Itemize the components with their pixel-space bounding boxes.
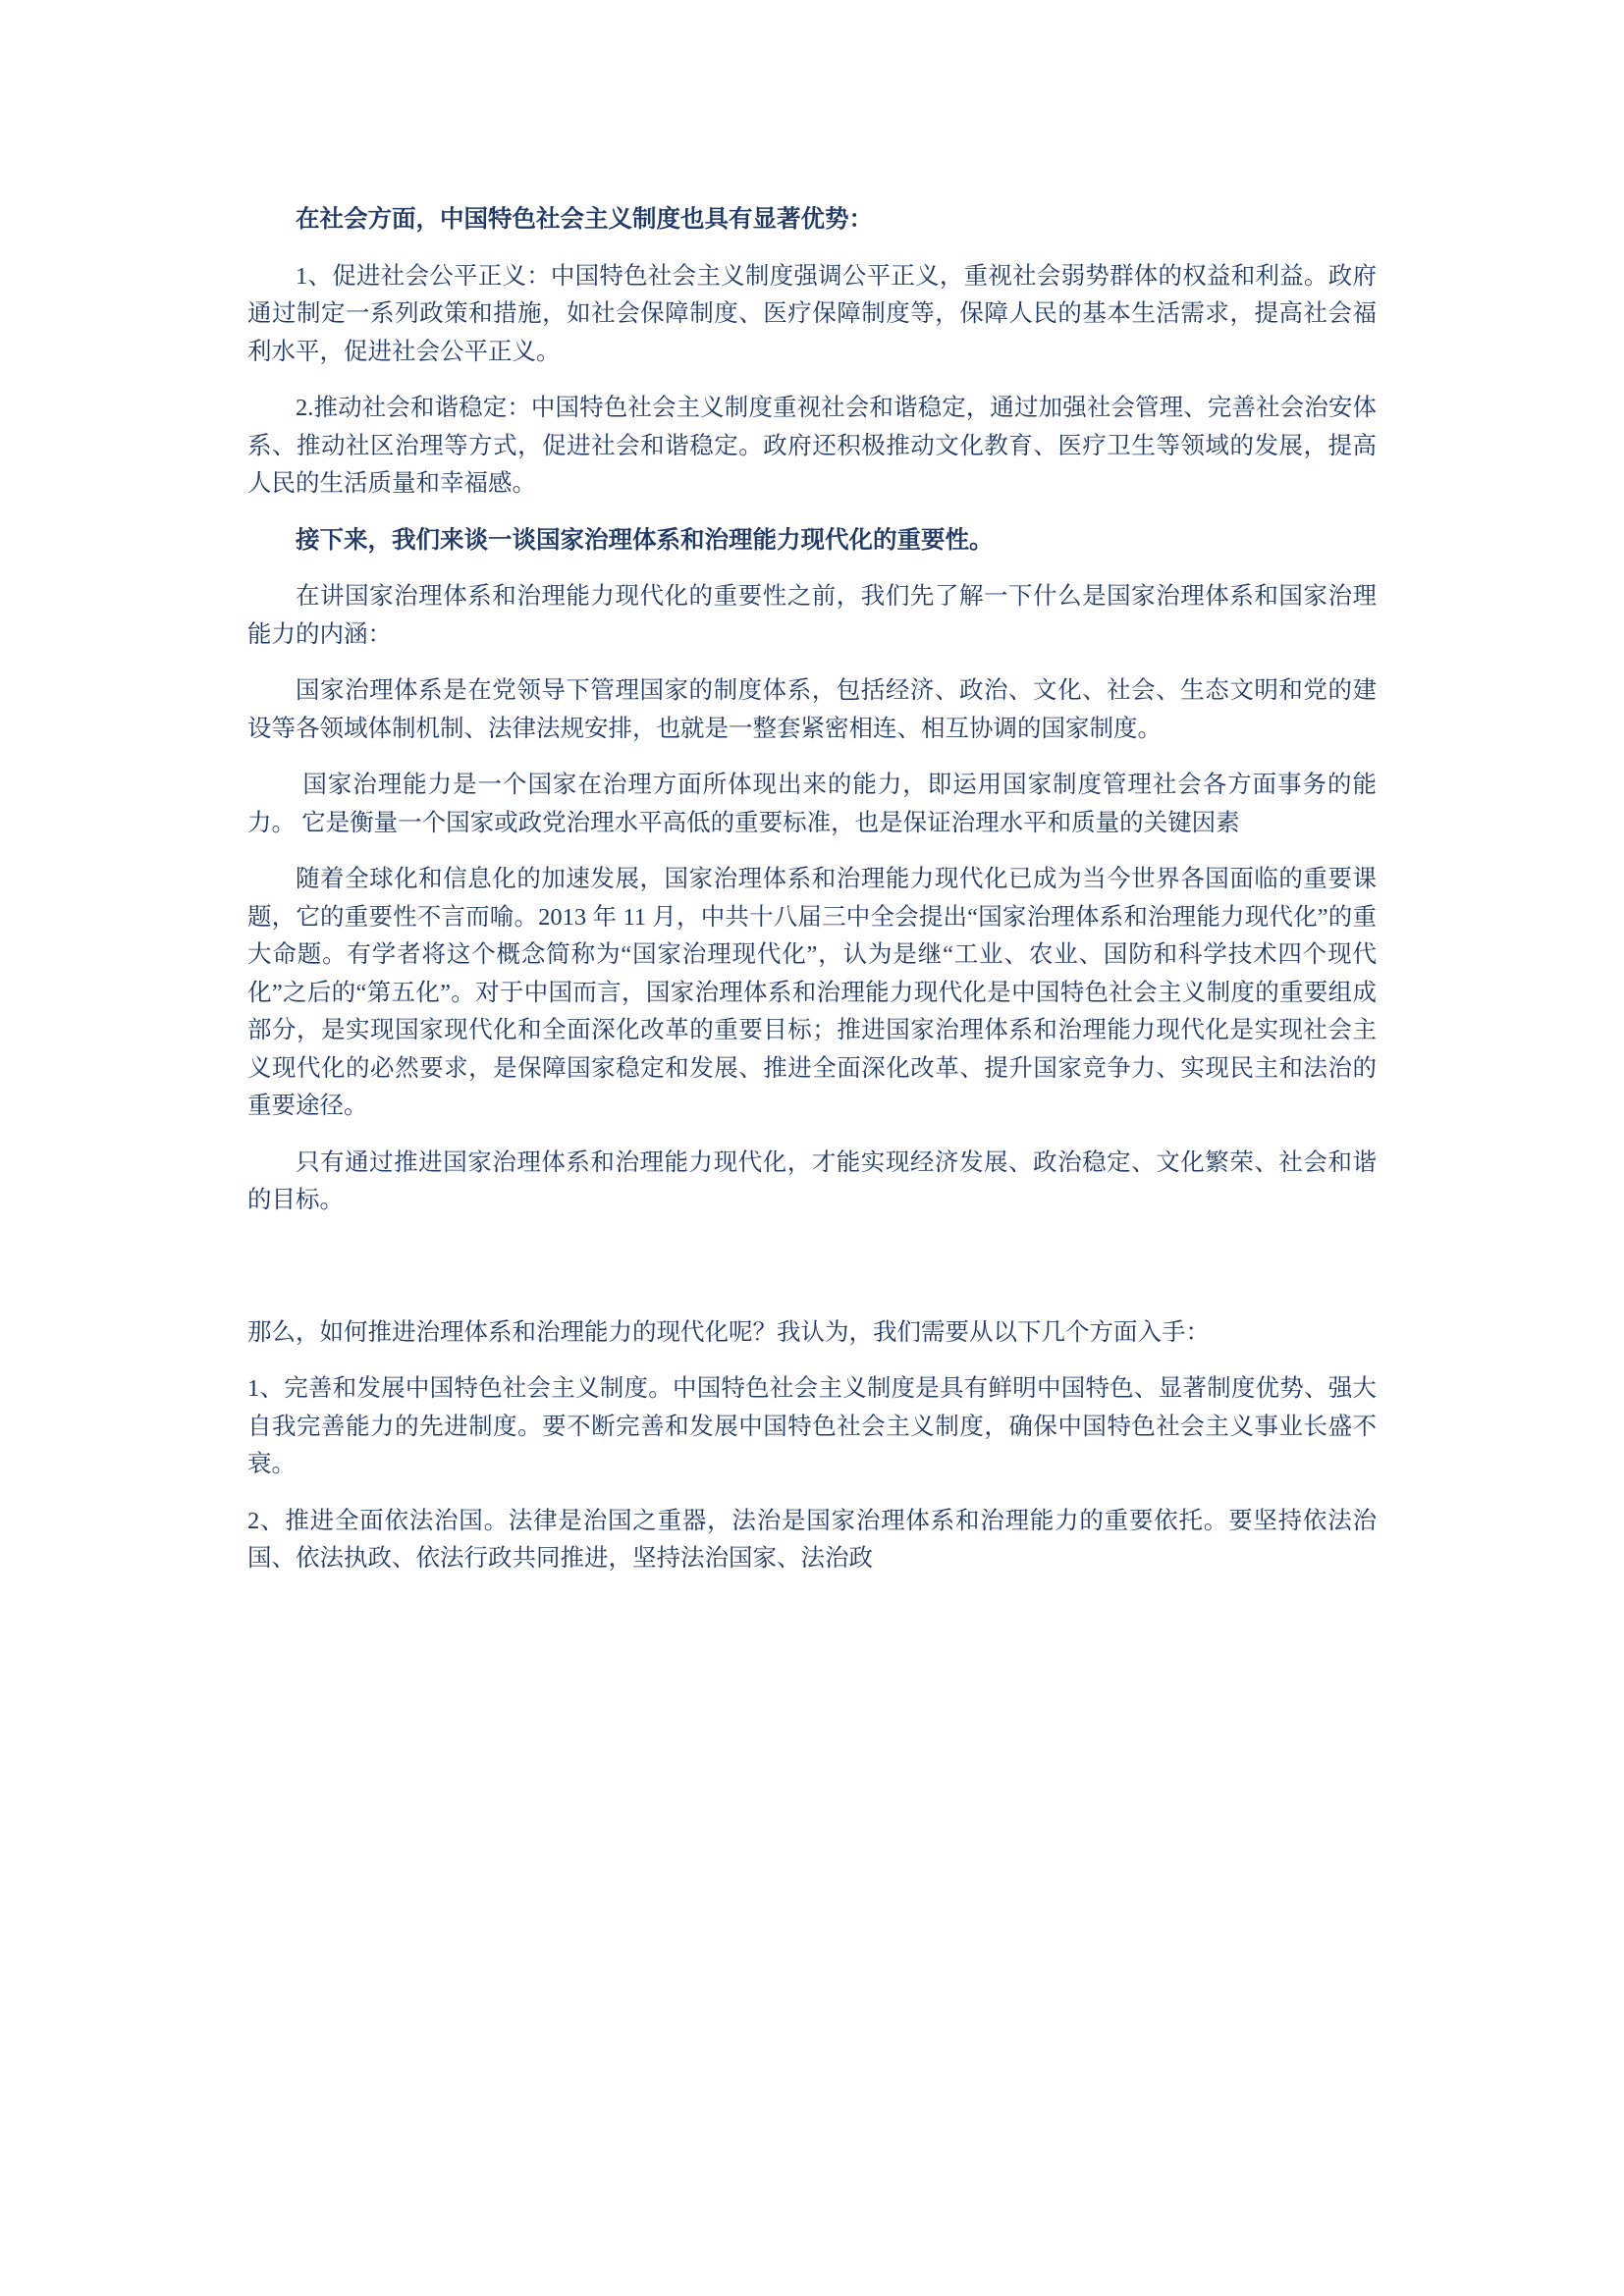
- paragraph-globalization-modernization: 随着全球化和信息化的加速发展，国家治理体系和治理能力现代化已成为当今世界各国面临的重要课题，它的重要性不言而喻。2013 年 11 月，中共十八届三中全会提出“国家治理体系和治理能力现代化”的重大命题。有学者将这个概念简称为“国家治理现代化”，认为是继“工业、农业、国防和科学技术四个现代化”之后的“第五化”。对于中国而言，国家治理体系和治理能力现代化是中国特色社会主义制度的重要组成部分，是实现国家现代化和全面深化改革的重要目标；推进国家治理体系和治理能力现代化是实现社会主义现代化的必然要求，是保障国家稳定和发展、推进全面深化改革、提升国家竞争力、实现民主和法治的重要途径。: [247, 866, 1377, 1119]
- document-body: [247, 201, 1377, 1578]
- paragraph-governance-capability-definition: 国家治理能力是一个国家在治理方面所体现出来的能力，即运用国家制度管理社会各方面事务的能力。 它是衡量一个国家或政党治理水平高低的重要标准，也是保证治理水平和质量的关键因素: [247, 772, 1377, 836]
- paragraph-modernization-goal: 只有通过推进国家治理体系和治理能力现代化，才能实现经济发展、政治稳定、文化繁荣、社会和谐的目标。: [247, 1148, 1377, 1213]
- paragraph-social-fairness: 1、促进社会公平正义：中国特色社会主义制度强调公平正义，重视社会弱势群体的权益和利益。政府通过制定一系列政策和措施，如社会保障制度、医疗保障制度等，保障人民的基本生活需求，提高社会福利水平，促进社会公平正义。: [247, 262, 1377, 365]
- paragraph-point-1-improve-system: 1、完善和发展中国特色社会主义制度。中国特色社会主义制度是具有鲜明中国特色、显著制度优势、强大自我完善能力的先进制度。要不断完善和发展中国特色社会主义制度，确保中国特色社会主义事业长盛不衰。: [247, 1375, 1377, 1477]
- section-heading-social-advantages: 在社会方面，中国特色社会主义制度也具有显著优势：: [296, 206, 873, 233]
- paragraph-governance-intro: 在讲国家治理体系和治理能力现代化的重要性之前，我们先了解一下什么是国家治理体系和国家治理能力的内涵：: [247, 583, 1377, 648]
- paragraph-governance-system-definition: 国家治理体系是在党领导下管理国家的制度体系，包括经济、政治、文化、社会、生态文明和党的建设等各领域体制机制、法律法规安排，也就是一整套紧密相连、相互协调的国家制度。: [247, 677, 1377, 742]
- paragraph-how-to-advance: 那么，如何推进治理体系和治理能力的现代化呢？我认为，我们需要从以下几个方面入手：: [247, 1318, 1210, 1346]
- paragraph-social-harmony: 2.推动社会和谐稳定：中国特色社会主义制度重视社会和谐稳定，通过加强社会管理、完善社会治安体系、推动社区治理等方式，促进社会和谐稳定。政府还积极推动文化教育、医疗卫生等领域的发展，提高人民的生活质量和幸福感。: [247, 395, 1377, 497]
- section-heading-governance-importance: 接下来，我们来谈一谈国家治理体系和治理能力现代化的重要性。: [296, 526, 994, 554]
- paragraph-point-2-rule-of-law: 2、推进全面依法治国。法律是治国之重器，法治是国家治理体系和治理能力的重要依托。要坚持依法治国、依法执政、依法行政共同推进，坚持法治国家、法治政: [247, 1507, 1377, 1572]
